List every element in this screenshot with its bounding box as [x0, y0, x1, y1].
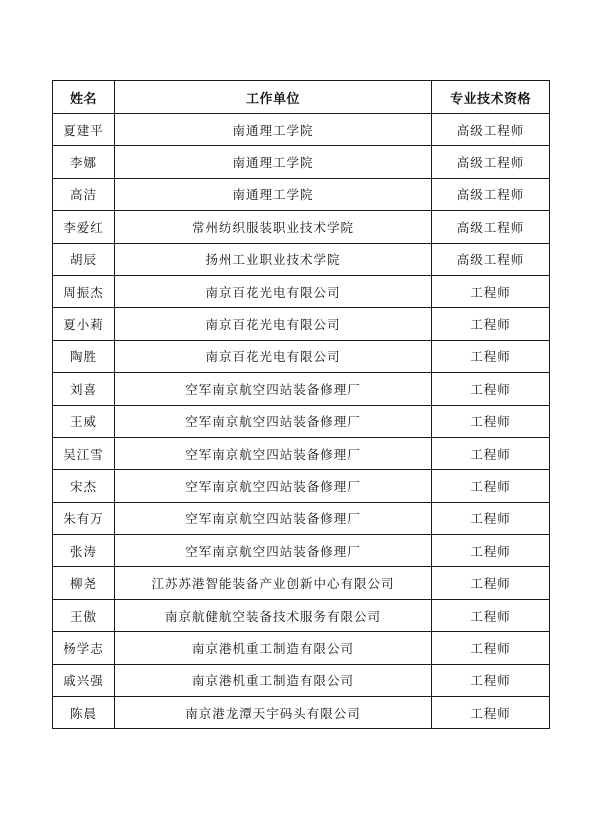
- cell-name: 李娜: [53, 146, 115, 178]
- table-row: [53, 567, 550, 599]
- cell-work-unit: 南通理工学院: [115, 146, 432, 178]
- cell-name: 夏建平: [53, 114, 115, 146]
- cell-work-unit: 空军南京航空四站装备修理厂: [115, 470, 432, 502]
- cell-qualification: 工程师: [432, 340, 550, 372]
- cell-work-unit: 常州纺织服装职业技术学院: [115, 211, 432, 243]
- table-row: [53, 340, 550, 372]
- cell-qualification: 工程师: [432, 697, 550, 729]
- cell-qualification: 高级工程师: [432, 178, 550, 210]
- cell-qualification: 工程师: [432, 567, 550, 599]
- cell-work-unit: 扬州工业职业技术学院: [115, 243, 432, 275]
- table-row: [53, 502, 550, 534]
- cell-name: 戚兴强: [53, 664, 115, 696]
- table-row: [53, 243, 550, 275]
- cell-name: 张涛: [53, 535, 115, 567]
- table-row: [53, 275, 550, 307]
- cell-qualification: 工程师: [432, 632, 550, 664]
- cell-name: 柳尧: [53, 567, 115, 599]
- cell-work-unit: 江苏苏港智能装备产业创新中心有限公司: [115, 567, 432, 599]
- header-name: 姓名: [53, 81, 115, 114]
- cell-name: 刘喜: [53, 373, 115, 405]
- table-header-row: [53, 81, 550, 114]
- header-work-unit: 工作单位: [115, 81, 432, 114]
- cell-work-unit: 南京港机重工制造有限公司: [115, 664, 432, 696]
- cell-name: 胡辰: [53, 243, 115, 275]
- table-row: [53, 405, 550, 437]
- table-row: [53, 114, 550, 146]
- cell-qualification: 高级工程师: [432, 146, 550, 178]
- cell-qualification: 工程师: [432, 405, 550, 437]
- cell-name: 陶胜: [53, 340, 115, 372]
- cell-work-unit: 南京百花光电有限公司: [115, 275, 432, 307]
- table-row: [53, 146, 550, 178]
- personnel-table: [52, 80, 550, 729]
- cell-name: 高洁: [53, 178, 115, 210]
- cell-work-unit: 空军南京航空四站装备修理厂: [115, 437, 432, 469]
- cell-qualification: 工程师: [432, 502, 550, 534]
- cell-name: 夏小莉: [53, 308, 115, 340]
- cell-name: 陈晨: [53, 697, 115, 729]
- cell-name: 宋杰: [53, 470, 115, 502]
- cell-name: 王傲: [53, 599, 115, 631]
- table-row: [53, 373, 550, 405]
- cell-qualification: 高级工程师: [432, 114, 550, 146]
- cell-name: 吴江雪: [53, 437, 115, 469]
- cell-work-unit: 南京港龙潭天宇码头有限公司: [115, 697, 432, 729]
- table-row: [53, 178, 550, 210]
- cell-work-unit: 空军南京航空四站装备修理厂: [115, 535, 432, 567]
- cell-qualification: 高级工程师: [432, 243, 550, 275]
- cell-work-unit: 南通理工学院: [115, 114, 432, 146]
- header-qualification: 专业技术资格: [432, 81, 550, 114]
- cell-qualification: 工程师: [432, 470, 550, 502]
- cell-qualification: 工程师: [432, 275, 550, 307]
- table-row: [53, 599, 550, 631]
- cell-name: 杨学志: [53, 632, 115, 664]
- table-row: [53, 632, 550, 664]
- cell-qualification: 工程师: [432, 664, 550, 696]
- cell-work-unit: 南通理工学院: [115, 178, 432, 210]
- table-body: [53, 114, 550, 729]
- table-row: [53, 437, 550, 469]
- table-row: [53, 664, 550, 696]
- cell-work-unit: 空军南京航空四站装备修理厂: [115, 405, 432, 437]
- cell-qualification: 工程师: [432, 308, 550, 340]
- cell-work-unit: 空军南京航空四站装备修理厂: [115, 502, 432, 534]
- cell-name: 李爱红: [53, 211, 115, 243]
- cell-work-unit: 空军南京航空四站装备修理厂: [115, 373, 432, 405]
- cell-qualification: 工程师: [432, 373, 550, 405]
- table-row: [53, 697, 550, 729]
- cell-work-unit: 南京港机重工制造有限公司: [115, 632, 432, 664]
- table-row: [53, 308, 550, 340]
- cell-name: 周振杰: [53, 275, 115, 307]
- cell-qualification: 工程师: [432, 535, 550, 567]
- cell-work-unit: 南京百花光电有限公司: [115, 308, 432, 340]
- table-row: [53, 535, 550, 567]
- cell-name: 王威: [53, 405, 115, 437]
- cell-qualification: 工程师: [432, 437, 550, 469]
- table-row: [53, 211, 550, 243]
- cell-qualification: 高级工程师: [432, 211, 550, 243]
- cell-qualification: 工程师: [432, 599, 550, 631]
- cell-name: 朱有万: [53, 502, 115, 534]
- cell-work-unit: 南京百花光电有限公司: [115, 340, 432, 372]
- cell-work-unit: 南京航健航空装备技术服务有限公司: [115, 599, 432, 631]
- table-row: [53, 470, 550, 502]
